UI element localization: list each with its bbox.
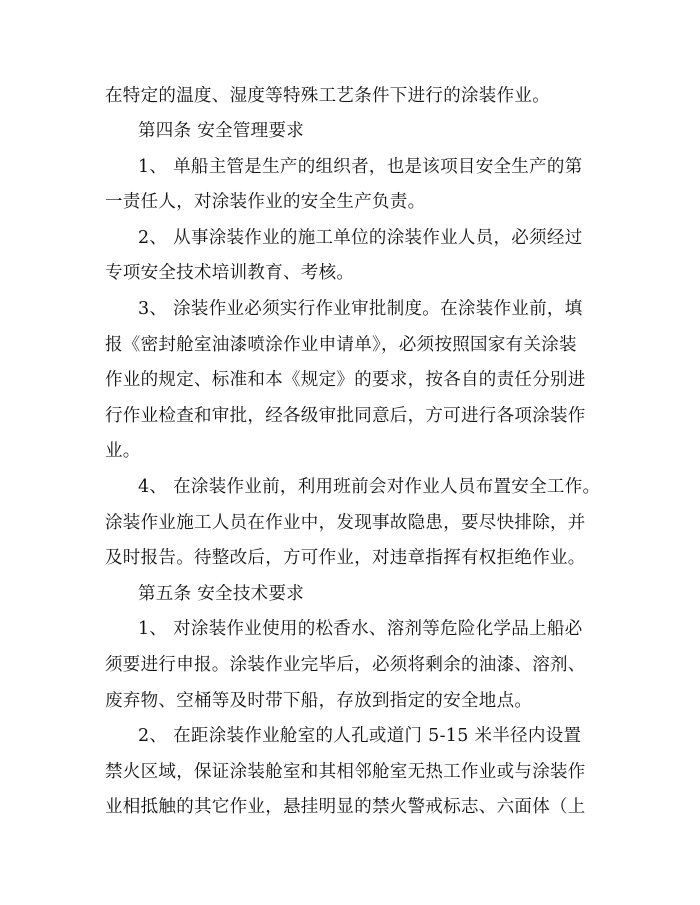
text-line-7: 3、 涂装作业必须实行作业审批制度。在涂装作业前，填	[138, 299, 583, 319]
text-line-19: 2、 在距涂装作业舱室的人孔或道门 5-15 米半径内设置	[138, 726, 582, 746]
text-line-16: 1、 对涂装作业使用的松香水、溶剂等危险化学品上船必	[138, 619, 583, 639]
text-line-5: 2、 从事涂装作业的施工单位的涂装作业人员，必须经过	[138, 228, 583, 248]
text-line-1: 在特定的温度、湿度等特殊工艺条件下进行的涂装作业。	[105, 86, 550, 106]
text-line-20: 禁火区域，保证涂装舱室和其相邻舱室无热工作业或与涂装作	[105, 762, 586, 782]
text-line-6: 专项安全技术培训教育、考核。	[105, 263, 355, 283]
text-line-11: 业。	[105, 441, 141, 461]
text-line-12: 4、 在涂装作业前，利用班前会对作业人员布置安全工作。	[138, 477, 601, 497]
section-heading-article-4: 第四条 安全管理要求	[138, 121, 305, 141]
text-line-3: 1、 单船主管是生产的组织者，也是该项目安全生产的第	[138, 157, 583, 177]
text-line-10: 行作业检查和审批，经各级审批同意后，方可进行各项涂装作	[105, 406, 586, 426]
text-line-21: 业相抵触的其它作业，悬挂明显的禁火警戒标志、六面体（上	[105, 797, 586, 817]
text-line-14: 及时报告。待整改后，方可作业，对违章指挥有权拒绝作业。	[105, 548, 586, 568]
section-heading-article-5: 第五条 安全技术要求	[138, 584, 305, 604]
text-line-8: 报《密封舱室油漆喷涂作业申请单》，必须按照国家有关涂装	[105, 335, 577, 355]
text-line-17: 须要进行申报。涂装作业完毕后，必须将剩余的油漆、溶剂、	[105, 655, 586, 675]
text-line-13: 涂装作业施工人员在作业中，发现事故隐患，要尽快排除，并	[105, 513, 586, 533]
text-line-18: 废弃物、空桶等及时带下船，存放到指定的安全地点。	[105, 691, 533, 711]
text-line-4: 一责任人，对涂装作业的安全生产负责。	[105, 192, 426, 212]
text-line-9: 作业的规定、标准和本《规定》的要求，按各自的责任分别进	[105, 370, 586, 390]
